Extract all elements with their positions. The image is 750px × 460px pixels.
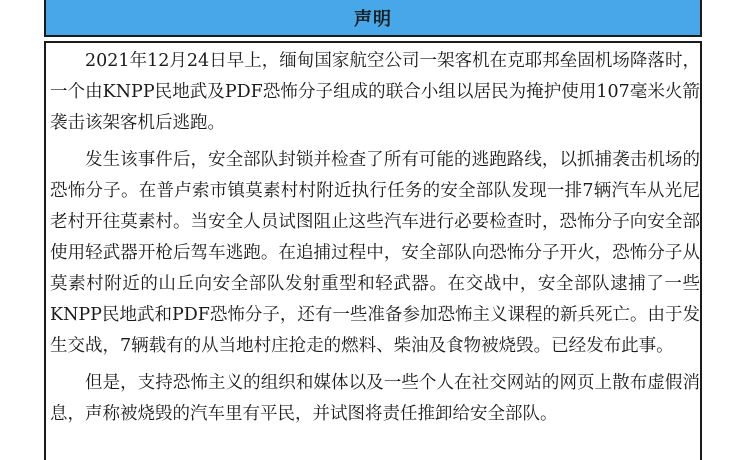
paragraph-1: 2021年12月24日早上，缅甸国家航空公司一架客机在克耶邦垒固机场降落时，一个由KNPP民地武及PDF恐怖分子组成的联合小组以居民为掩护使用107毫米火箭袭击该架客机后逃跑。	[50, 51, 700, 133]
paragraph-2: 发生该事件后，安全部队封锁并检查了所有可能的逃跑路线，以抓捕袭击机场的恐怖分子。在普卢索市镇莫素村村附近执行任务的安全部队发现一排7辆汽车从光尼老村开往莫素村。当安全人员试图阻止这些汽车进行必要检查时，恐怖分子向安全部使用轻武器开枪后驾车逃跑。在追捕过程中，安全部队向恐怖分子开火，恐怖分子从莫素村附近的山丘向安全部队发射重型和轻武器。在交战中，安全部队逮捕了一些KNPP民地武和PDF恐怖分子，还有一些准备参加恐怖主义课程的新兵死亡。由于发生交战，7辆载有的从当地村庄抢走的燃料、柴油及食物被烧毁。已经发布此事。	[50, 150, 700, 356]
statement-content	[50, 46, 700, 436]
statement-title: 声明	[354, 8, 392, 30]
statement-header	[44, 0, 702, 37]
paragraph-3: 但是，支持恐怖主义的组织和媒体以及一些个人在社交网站的网页上散布虚假消息，声称被烧毁的汽车里有平民，并试图将责任推卸给安全部队。	[50, 373, 700, 424]
